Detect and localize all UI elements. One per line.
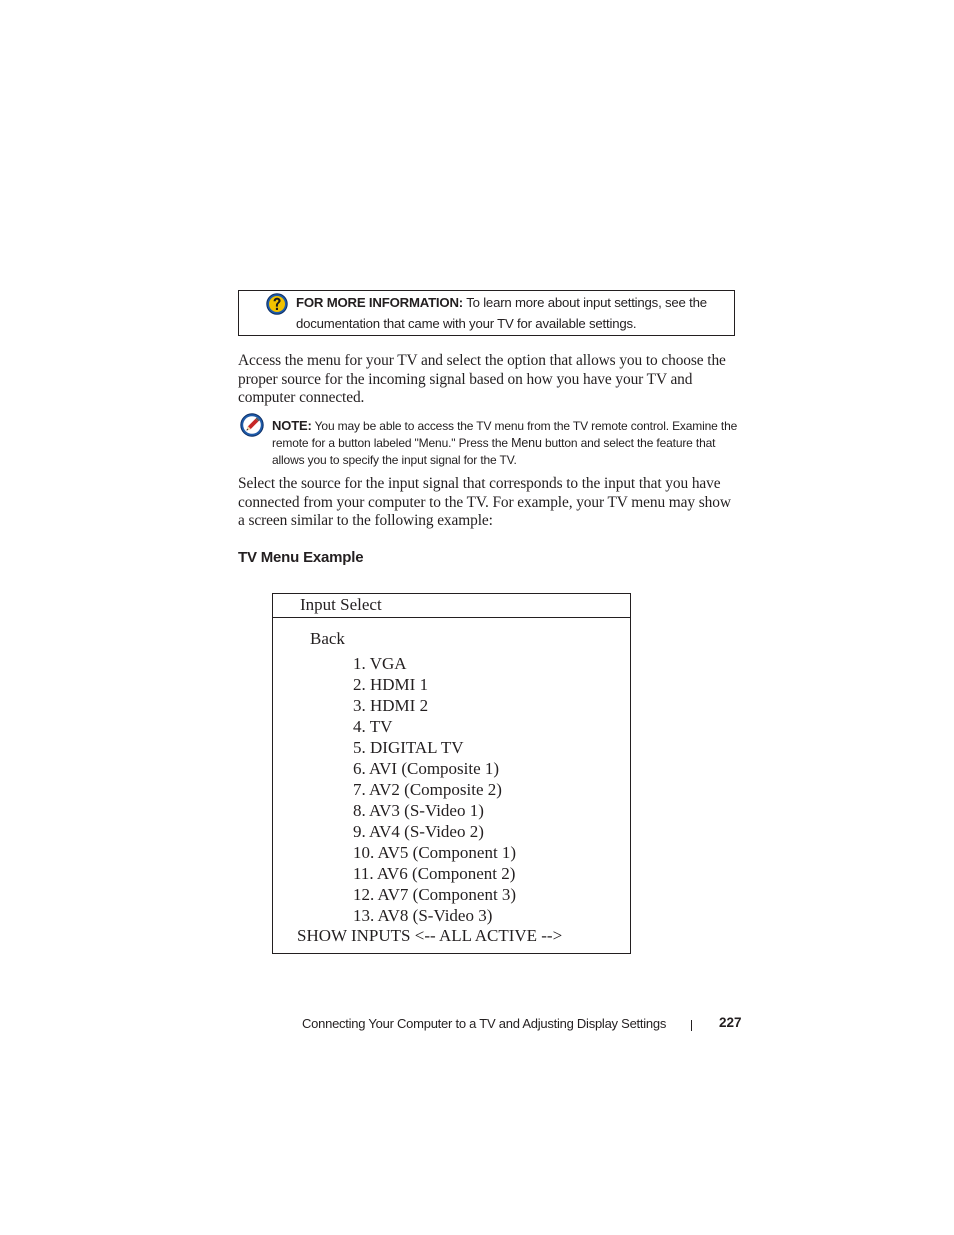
tv-menu-item: 2. HDMI 1 [353, 675, 429, 694]
tv-menu-title: Input Select [300, 595, 382, 614]
tv-menu-item: 12. AV7 (Component 3) [353, 885, 517, 904]
question-icon [266, 293, 288, 315]
tv-menu-item: 7. AV2 (Composite 2) [353, 780, 502, 799]
tv-menu-item: 9. AV4 (S-Video 2) [353, 822, 484, 841]
note-body-start: You may be able to access the TV menu from the TV remote control. Examine the remote for a button labeled "Menu." Press the [272, 419, 738, 450]
page-number: 227 [719, 1015, 742, 1030]
tv-menu-item: 8. AV3 (S-Video 1) [353, 801, 484, 820]
section-heading: TV Menu Example [238, 549, 364, 566]
tv-menu-back: Back [310, 629, 345, 648]
tv-menu-item: 1. VGA [353, 654, 407, 673]
info-callout-label: FOR MORE INFORMATION: [296, 295, 463, 310]
tv-menu-item: 5. DIGITAL TV [353, 738, 464, 757]
note-pencil-icon [240, 413, 264, 437]
note-menu-word: Menu [511, 436, 542, 450]
note-body-end: button and select the feature that allows you to specify the input signal for the TV. [272, 436, 716, 467]
tv-menu-list [353, 653, 516, 926]
info-callout-text [296, 292, 726, 334]
info-callout [238, 290, 735, 336]
tv-menu-divider [273, 617, 630, 618]
tv-menu-item: 11. AV6 (Component 2) [353, 864, 516, 883]
footer-separator [691, 1020, 692, 1031]
tv-menu-item: 4. TV [353, 717, 393, 736]
tv-menu-footer: SHOW INPUTS <-- ALL ACTIVE --> [297, 926, 563, 945]
body-paragraph-2: Select the source for the input signal that corresponds to the input that you have connected from your computer to the TV. For example, your TV menu may show a screen similar to the following example: [238, 475, 731, 529]
info-callout-body: To learn more about input settings, see the documentation that came with your TV for available settings. [296, 295, 707, 331]
tv-menu-item: 3. HDMI 2 [353, 696, 429, 715]
body-paragraph-1: Access the menu for your TV and select the option that allows you to choose the proper source for the incoming signal based on how you have your TV and computer connected. [238, 352, 726, 406]
tv-menu-item: 10. AV5 (Component 1) [353, 843, 517, 862]
note-text [272, 417, 742, 469]
footer-chapter-title: Connecting Your Computer to a TV and Adjusting Display Settings [302, 1016, 667, 1031]
note-label: NOTE: [272, 418, 312, 433]
tv-menu-example [272, 593, 631, 954]
tv-menu-item: 6. AVI (Composite 1) [353, 759, 500, 778]
tv-menu-item: 13. AV8 (S-Video 3) [353, 906, 493, 925]
